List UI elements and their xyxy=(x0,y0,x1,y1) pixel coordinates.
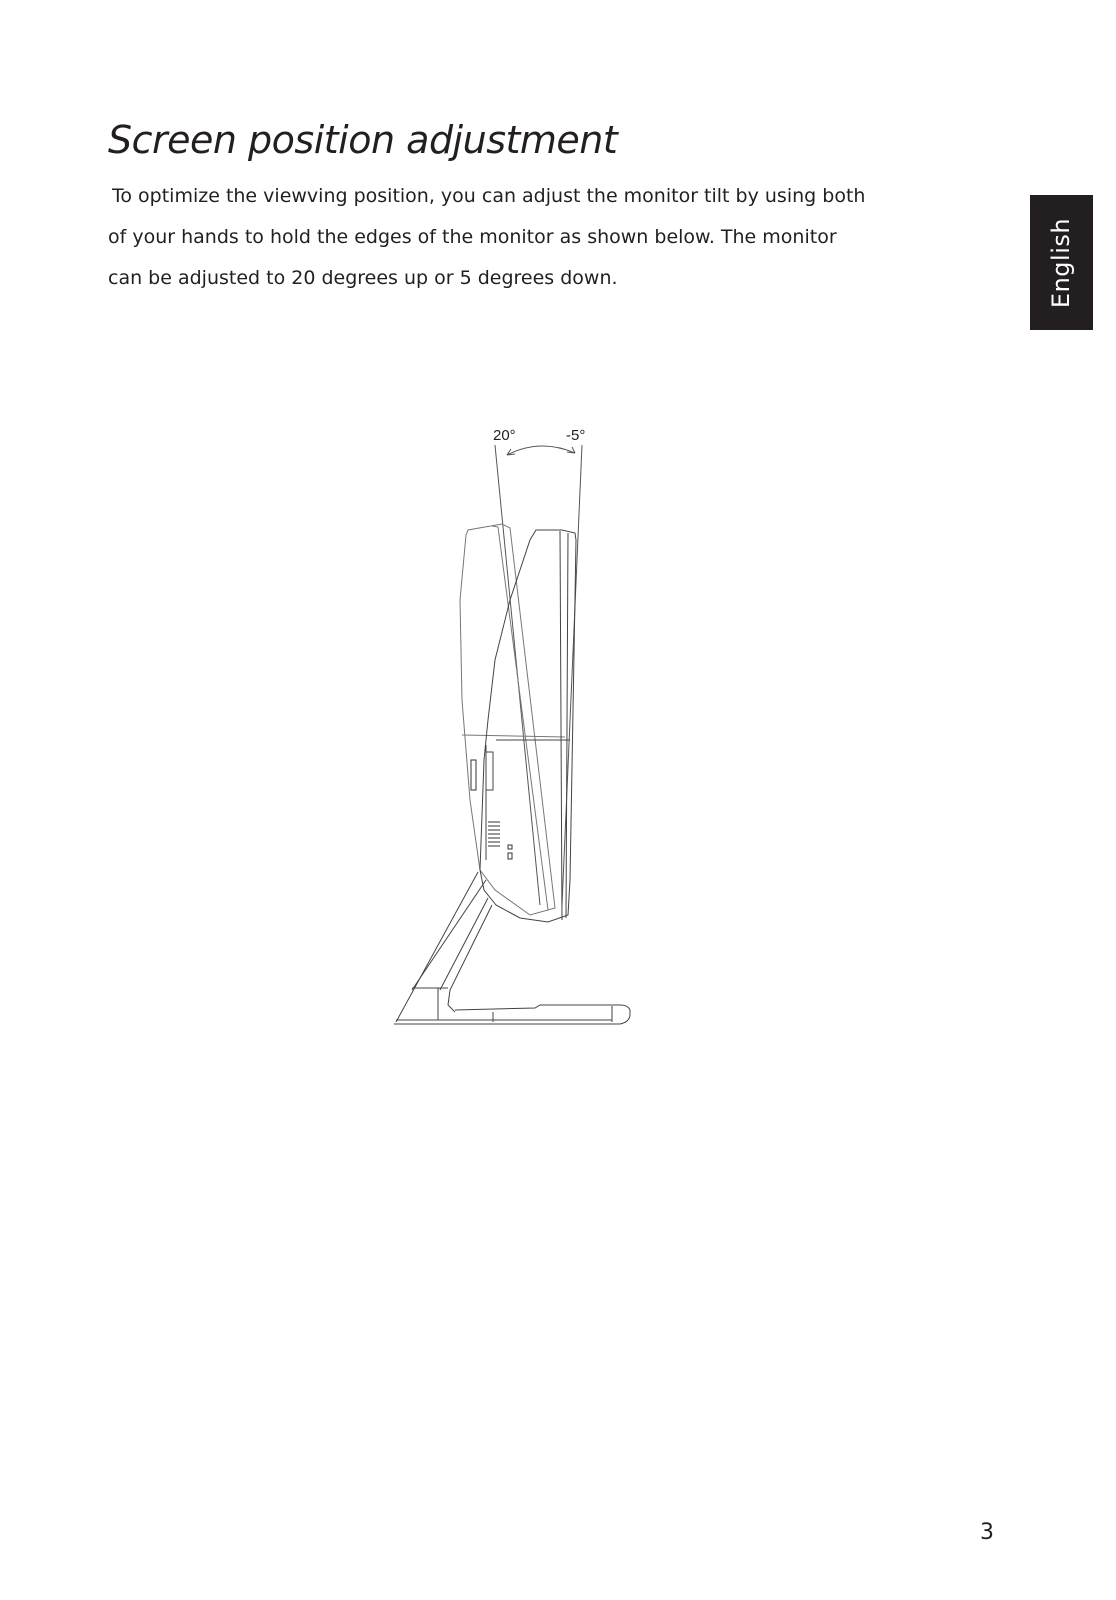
tilt-down-label: -5° xyxy=(566,427,586,444)
tilt-arc-arrow xyxy=(507,446,575,455)
tilt-up-label: 20° xyxy=(493,427,516,444)
side-ports xyxy=(471,760,512,859)
monitor-stand-neck xyxy=(396,872,492,1022)
language-tab-label: English xyxy=(1047,217,1076,308)
instruction-paragraph xyxy=(108,176,868,299)
instruction-text: To optimize the viewving position, you can adjust the monitor tilt by using both of your hands to hold the edges of the monitor as shown below. The monitor can be adjusted to 20 degrees up or 5 degrees down. xyxy=(108,185,866,289)
monitor-upright-outline xyxy=(480,530,576,922)
page-title: Screen position adjustment xyxy=(108,118,618,162)
tilt-down-reference-line xyxy=(562,445,582,905)
page-number: 3 xyxy=(980,1520,994,1545)
monitor-tilt-illustration xyxy=(380,415,650,1040)
language-tab xyxy=(1030,195,1093,330)
monitor-stand-base xyxy=(394,988,630,1024)
